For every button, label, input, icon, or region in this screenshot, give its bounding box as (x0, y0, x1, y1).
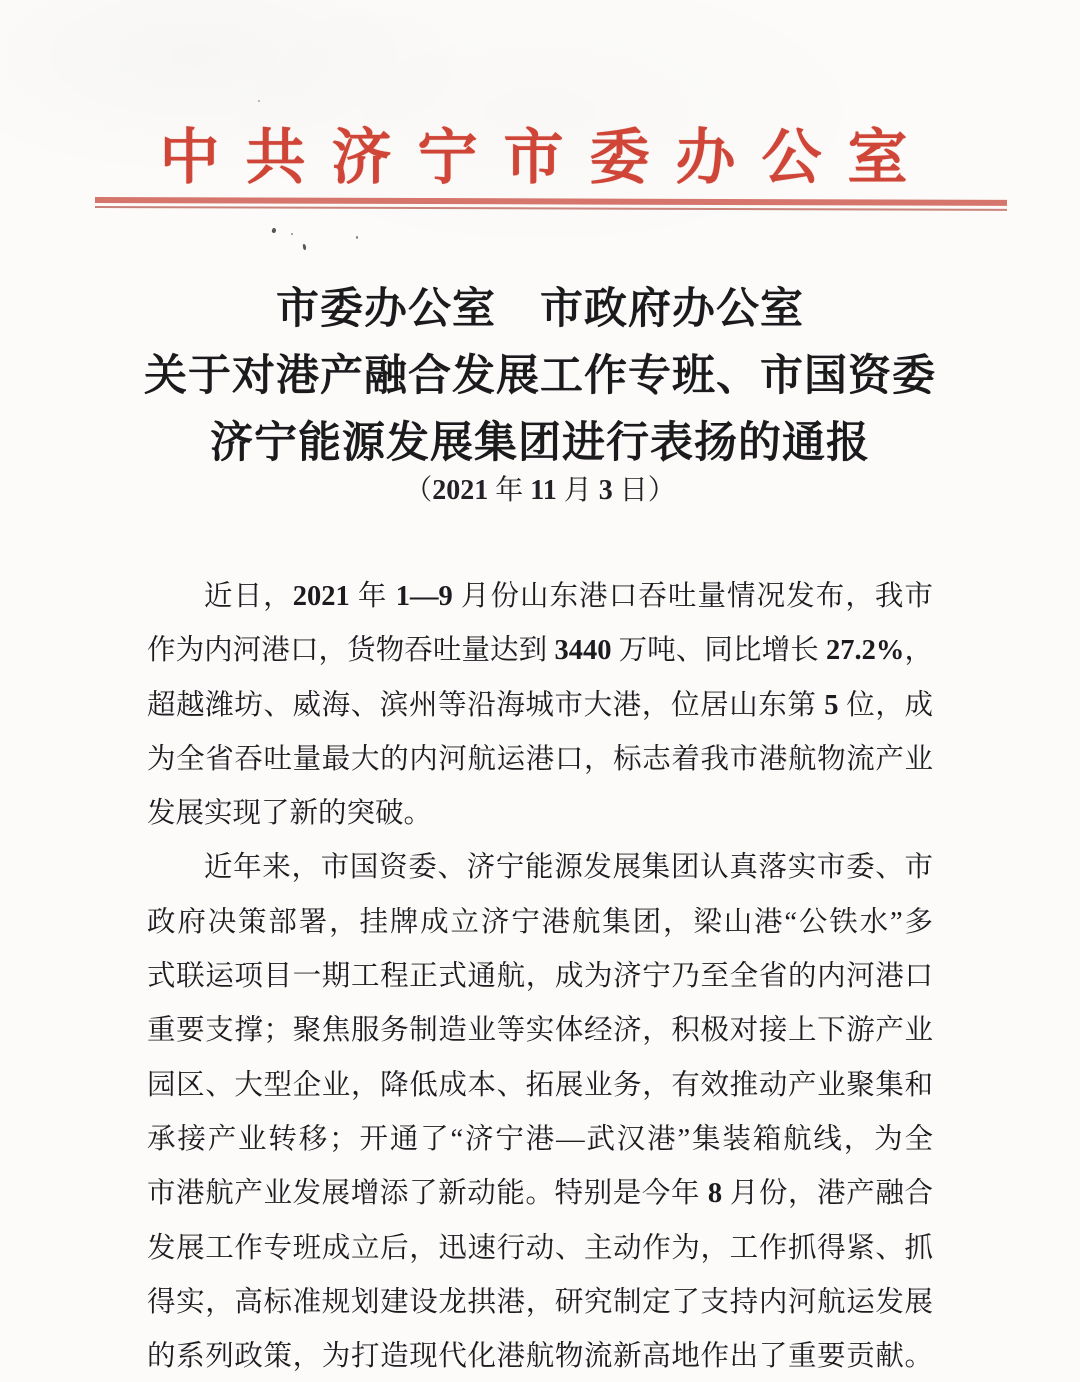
body-line: 园区、大型企业，降低成本、拓展业务，有效推动产业聚集和 (147, 1069, 933, 1101)
body-line: 市港航产业发展增添了新动能。特别是今年 8 月份，港产融合 (147, 1178, 933, 1210)
letterhead-divider-thin-line (95, 206, 1007, 211)
body-line: 政府决策部署，挂牌成立济宁港航集团，梁山港“公铁水”多 (147, 906, 933, 938)
document-body (147, 570, 933, 1382)
title-line-1: 市委办公室 市政府办公室 (276, 286, 804, 333)
body-line: 式联运项目一期工程正式通航，成为济宁乃至全省的内河港口 (147, 961, 933, 993)
document-title (0, 276, 1080, 477)
letterhead-org-name: 中共济宁市委办公室 (159, 125, 934, 191)
body-line: 为全省吞吐量最大的内河航运港口，标志着我市港航物流产业 (147, 743, 933, 775)
body-line: 的系列政策，为打造现代化港航物流新高地作出了重要贡献。 (147, 1341, 933, 1373)
body-line: 发展实现了新的突破。 (147, 798, 433, 830)
scan-speck (271, 227, 276, 233)
paragraph-1 (147, 570, 933, 841)
body-line: 近日，2021 年 1—9 月份山东港口吞吐量情况发布，我市 (204, 581, 933, 612)
document-date: （2021 年 11 月 3 日） (404, 475, 676, 506)
title-line-2: 关于对港产融合发展工作专班、市国资委 (144, 353, 936, 400)
scan-speck (291, 233, 293, 235)
letterhead-divider-thick-line (95, 197, 1007, 206)
body-line: 作为内河港口，货物吞吐量达到 3440 万吨、同比增长 27.2%， (147, 635, 933, 667)
body-line: 发展工作专班成立后，迅速行动、主动作为，工作抓得紧、抓 (147, 1232, 933, 1264)
body-line: 近年来，市国资委、济宁能源发展集团认真落实市委、市 (204, 852, 933, 884)
scan-speck (258, 100, 260, 102)
scan-speck (356, 236, 358, 239)
body-line: 重要支撑；聚焦服务制造业等实体经济，积极对接上下游产业 (147, 1015, 933, 1047)
paragraph-2 (147, 841, 933, 1382)
body-line: 超越潍坊、威海、滨州等沿海城市大港，位居山东第 5 位，成 (147, 689, 933, 721)
body-line: 得实，高标准规划建设龙拱港，研究制定了支持内河航运发展 (147, 1286, 933, 1318)
body-line: 承接产业转移；开通了“济宁港—武汉港”集装箱航线，为全 (147, 1123, 933, 1155)
scan-speck (303, 244, 307, 250)
title-line-3: 济宁能源发展集团进行表扬的通报 (210, 420, 870, 467)
